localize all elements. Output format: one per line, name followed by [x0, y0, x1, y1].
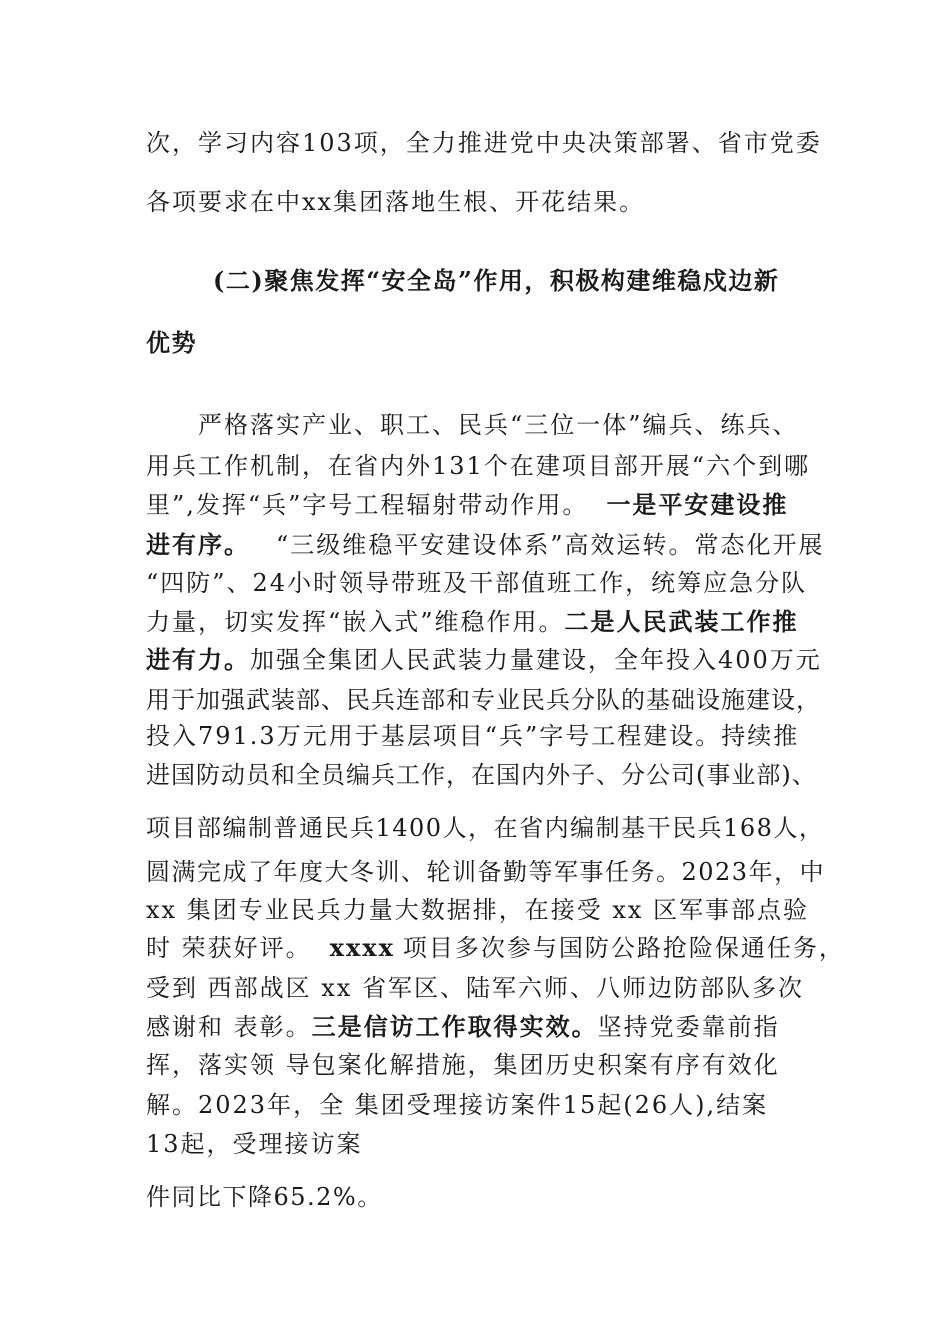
bold-lead-phrase: 一是平安建设推: [606, 490, 789, 519]
bold-lead-phrase: 二是人民武装工作推: [564, 607, 799, 636]
paragraph-text: 感谢和 表彰。: [146, 1013, 312, 1041]
paragraph-line: 解。2023年，全 集团受理接访案件15起(26人),结案: [146, 1091, 769, 1119]
paragraph-text: 坚持党委靠前指: [597, 1013, 780, 1041]
bold-lead-phrase: 三是信访工作取得实效。: [311, 1012, 598, 1041]
paragraph-line: 件同比下降65.2%。: [146, 1183, 383, 1211]
paragraph-line: 用于加强武装部、民兵连部和专业民兵分队的基础设施建设，: [146, 686, 821, 714]
bold-lead-phrase: xxxx: [329, 933, 395, 962]
paragraph-line: [146, 645, 822, 675]
paragraph-text: 项目多次参与国防公路抢险保通任务，: [402, 934, 845, 962]
intro-line-2: 各项要求在中xx集团落地生根、开花结果。: [146, 188, 646, 216]
paragraph-text: 时 荣获好评。: [146, 934, 312, 962]
paragraph-line: 挥，落实领 导包案化解措施，集团历史积案有序有效化: [146, 1051, 780, 1079]
paragraph-line: 受到 西部战区 xx 省军区、陆军六师、八师边防部队多次: [146, 974, 804, 1002]
paragraph-line: 圆满完成了年度大冬训、轮训备勤等军事任务。2023年，中: [146, 858, 826, 886]
paragraph-line: “四防”、24小时领导带班及干部值班工作，统筹应急分队: [146, 569, 808, 597]
paragraph-line: [146, 1012, 780, 1042]
paragraph-text: 力量，切实发挥“嵌入式”维稳作用。: [146, 608, 565, 636]
paragraph-line: [146, 530, 825, 560]
paragraph-text: “三级维稳平安建设体系”高效运转。常态化开展: [276, 531, 825, 559]
paragraph-text: 加强全集团人民武装力量建设，全年投入400万元: [250, 646, 822, 674]
bold-lead-phrase: 进有序。: [146, 530, 250, 559]
paragraph-line: xx 集团专业民兵力量大数据排，在接受 xx 区军事部点验: [146, 896, 810, 924]
intro-line-1: 次，学习内容103项，全力推进党中央决策部署、省市党委: [146, 129, 822, 157]
paragraph-line: 投入791.3万元用于基层项目“兵”字号工程建设。持续推: [146, 722, 800, 750]
paragraph-line: 13起，受理接访案: [146, 1130, 363, 1158]
paragraph-text: 里”,发挥“兵”字号工程辐射带动作用。: [146, 491, 589, 519]
bold-lead-phrase: 进有力。: [146, 645, 250, 674]
paragraph-line: 严格落实产业、职工、民兵“三位一体”编兵、练兵、: [198, 411, 799, 439]
paragraph-line: [146, 607, 799, 637]
paragraph-line: [146, 933, 845, 963]
section-heading-line-1: (二)聚焦发挥“安全岛”作用，积极构建维稳戍边新: [213, 266, 780, 295]
section-heading-line-2: 优势: [146, 328, 197, 357]
paragraph-line: 用兵工作机制，在省内外131个在建项目部开展“六个到哪: [146, 452, 811, 480]
paragraph-line: [146, 490, 788, 520]
paragraph-line: 进国防动员和全员编兵工作，在国内外子、分公司(事业部)、: [146, 761, 817, 789]
paragraph-line: 项目部编制普通民兵1400人，在省内编制基干民兵168人，: [146, 814, 825, 842]
